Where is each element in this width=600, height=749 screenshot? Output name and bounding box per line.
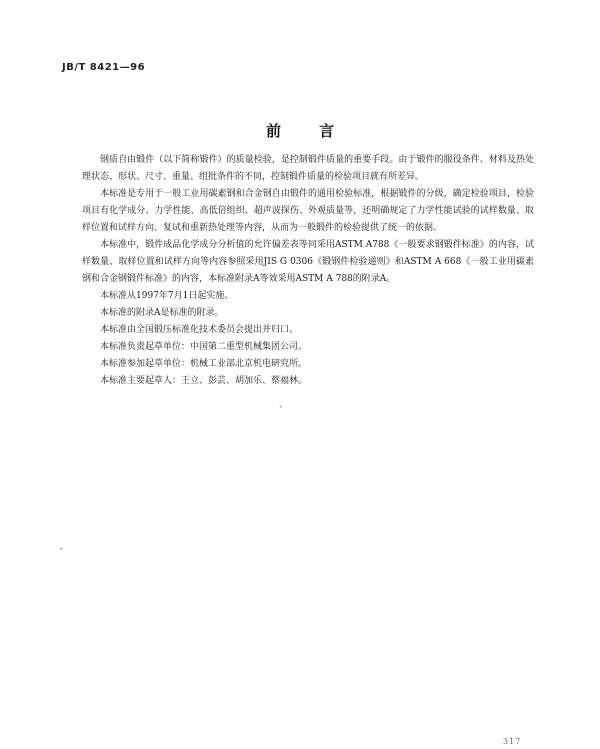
paragraph-proposer: 本标准由全国锻压标准化技术委员会提出并归口。 bbox=[100, 325, 299, 335]
paragraph-references: 本标准中，锻件成品化学成分分析值的允许偏差表等同采用ASTM A788《一般要求钢锻件标准》的内容，试样数量、取样位置和试样方向等内容参照采用JIS G 0306《锻钢件检验通则》和ASTM A 668《一般工业用碳素钢和合金钢锻件标准》的内容，本标准附录A等效采用ASTM A 788的附录A。 bbox=[82, 240, 534, 284]
paragraph-lead-drafter: 本标准负责起草单位：中国第二重型机械集团公司。 bbox=[100, 342, 308, 352]
paragraph-participating-drafter: 本标准参加起草单位：机械工业部北京机电研究所。 bbox=[100, 359, 308, 369]
paragraph-purpose: 钢质自由锻件（以下简称锻件）的质量检验，是控制锻件质量的重要手段。由于锻件的服役条件、材料及热处理状态、形状、尺寸、重量、组批条件的不同，控制锻件质量的检验项目就有所差异。 bbox=[82, 155, 534, 182]
paragraph-scope: 本标准是专用于一般工业用碳素钢和合金钢自由锻件的通用检验标准，根据锻件的分级，确定检验项目，检验项目有化学成分、力学性能、高低倍组织、超声波探伤、外观质量等，还明确规定了力学性能试验的试样数量、取样位置和试样方向、复试和重新热处理等内容，从而为一般锻件的检验提供了统一的依据。 bbox=[82, 189, 534, 233]
page-title: 前言 bbox=[265, 122, 372, 140]
scan-mark: 、 bbox=[279, 400, 289, 410]
paragraph-main-drafters: 本标准主要起草人：王立、彭芸、胡加乐、蔡福林。 bbox=[100, 376, 308, 386]
paragraph-effective-date: 本标准从1997年7月1日起实施。 bbox=[100, 291, 234, 301]
scan-mark: 、 bbox=[56, 539, 70, 553]
paragraph-appendix: 本标准的附录A是标准的附录。 bbox=[100, 308, 224, 318]
page-number: 317 bbox=[503, 737, 522, 746]
standard-code: JB/T 8421—96 bbox=[62, 62, 146, 73]
foreword-body bbox=[82, 152, 534, 390]
